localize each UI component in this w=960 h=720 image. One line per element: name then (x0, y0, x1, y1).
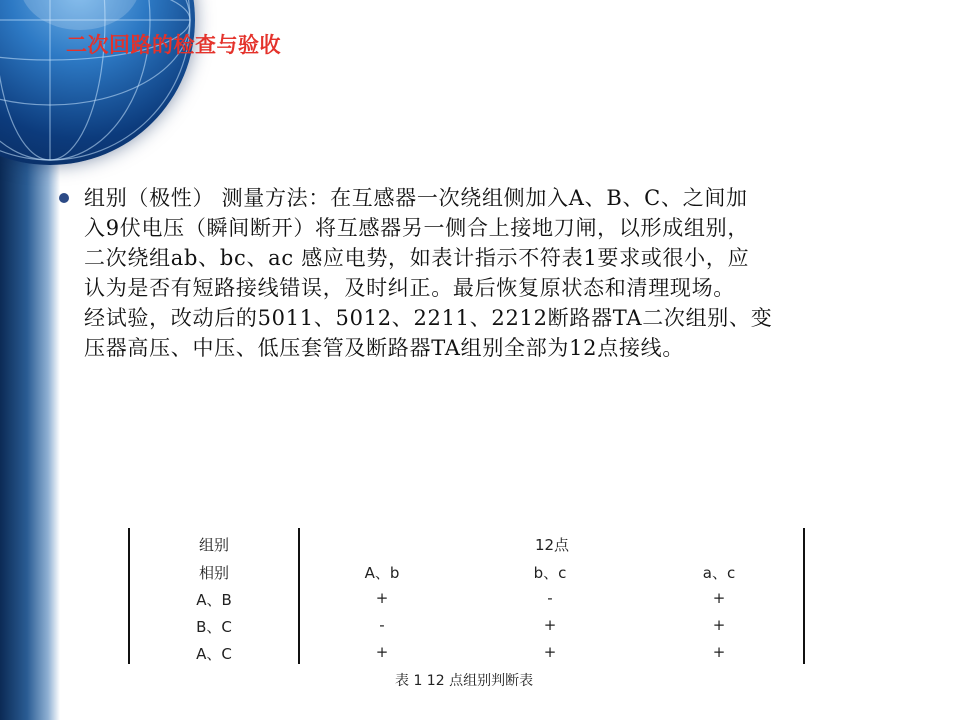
table-divider (298, 528, 300, 664)
table-cell: + (712, 643, 726, 661)
table-col-header: a、c (702, 564, 736, 582)
table-cell: + (543, 616, 557, 634)
table-cell: + (375, 643, 389, 661)
bullet-dot-icon (59, 193, 69, 203)
body-line: 二次绕组ab、bc、ac 感应电势，如表计指示不符表1要求或很小，应 (84, 246, 750, 270)
body-paragraph (84, 183, 904, 363)
table-header-label: 相别 (198, 564, 229, 582)
table-cell: - (379, 616, 385, 634)
body-line: 经试验，改动后的5011、5012、2211、2212断路器TA二次组别、变 (84, 306, 773, 330)
body-line: 入9伏电压（瞬间断开）将互感器另一侧合上接地刀闸，以形成组别， (84, 216, 750, 240)
globe-logo (0, 0, 195, 165)
slide-title: 二次回路的检查与验收 (66, 33, 281, 57)
table-col-header: b、c (533, 564, 567, 582)
body-line: 认为是否有短路接线错误，及时纠正。最后恢复原状态和清理现场。 (84, 276, 735, 300)
table-right-border (803, 528, 805, 664)
table-col-header: A、b (364, 564, 400, 582)
polarity-table (124, 528, 814, 668)
table-header-label: 组别 (198, 536, 229, 554)
table-cell: + (543, 643, 557, 661)
table-caption: 表 1 12 点组别判断表 (395, 673, 534, 689)
table-cell: - (547, 589, 553, 607)
table-cell: + (375, 589, 389, 607)
table-left-border (128, 528, 130, 664)
table-row-label: B、C (196, 618, 232, 636)
body-line: 组别（极性） 测量方法：在互感器一次绕组侧加入A、B、C、之间加 (84, 186, 748, 210)
table-row-label: A、C (196, 645, 232, 663)
body-line: 压器高压、中压、低压套管及断路器TA组别全部为12点接线。 (84, 336, 685, 360)
table-header-group: 12点 (534, 536, 570, 554)
table-cell: + (712, 616, 726, 634)
table-cell: + (712, 589, 726, 607)
table-row-label: A、B (196, 591, 232, 609)
